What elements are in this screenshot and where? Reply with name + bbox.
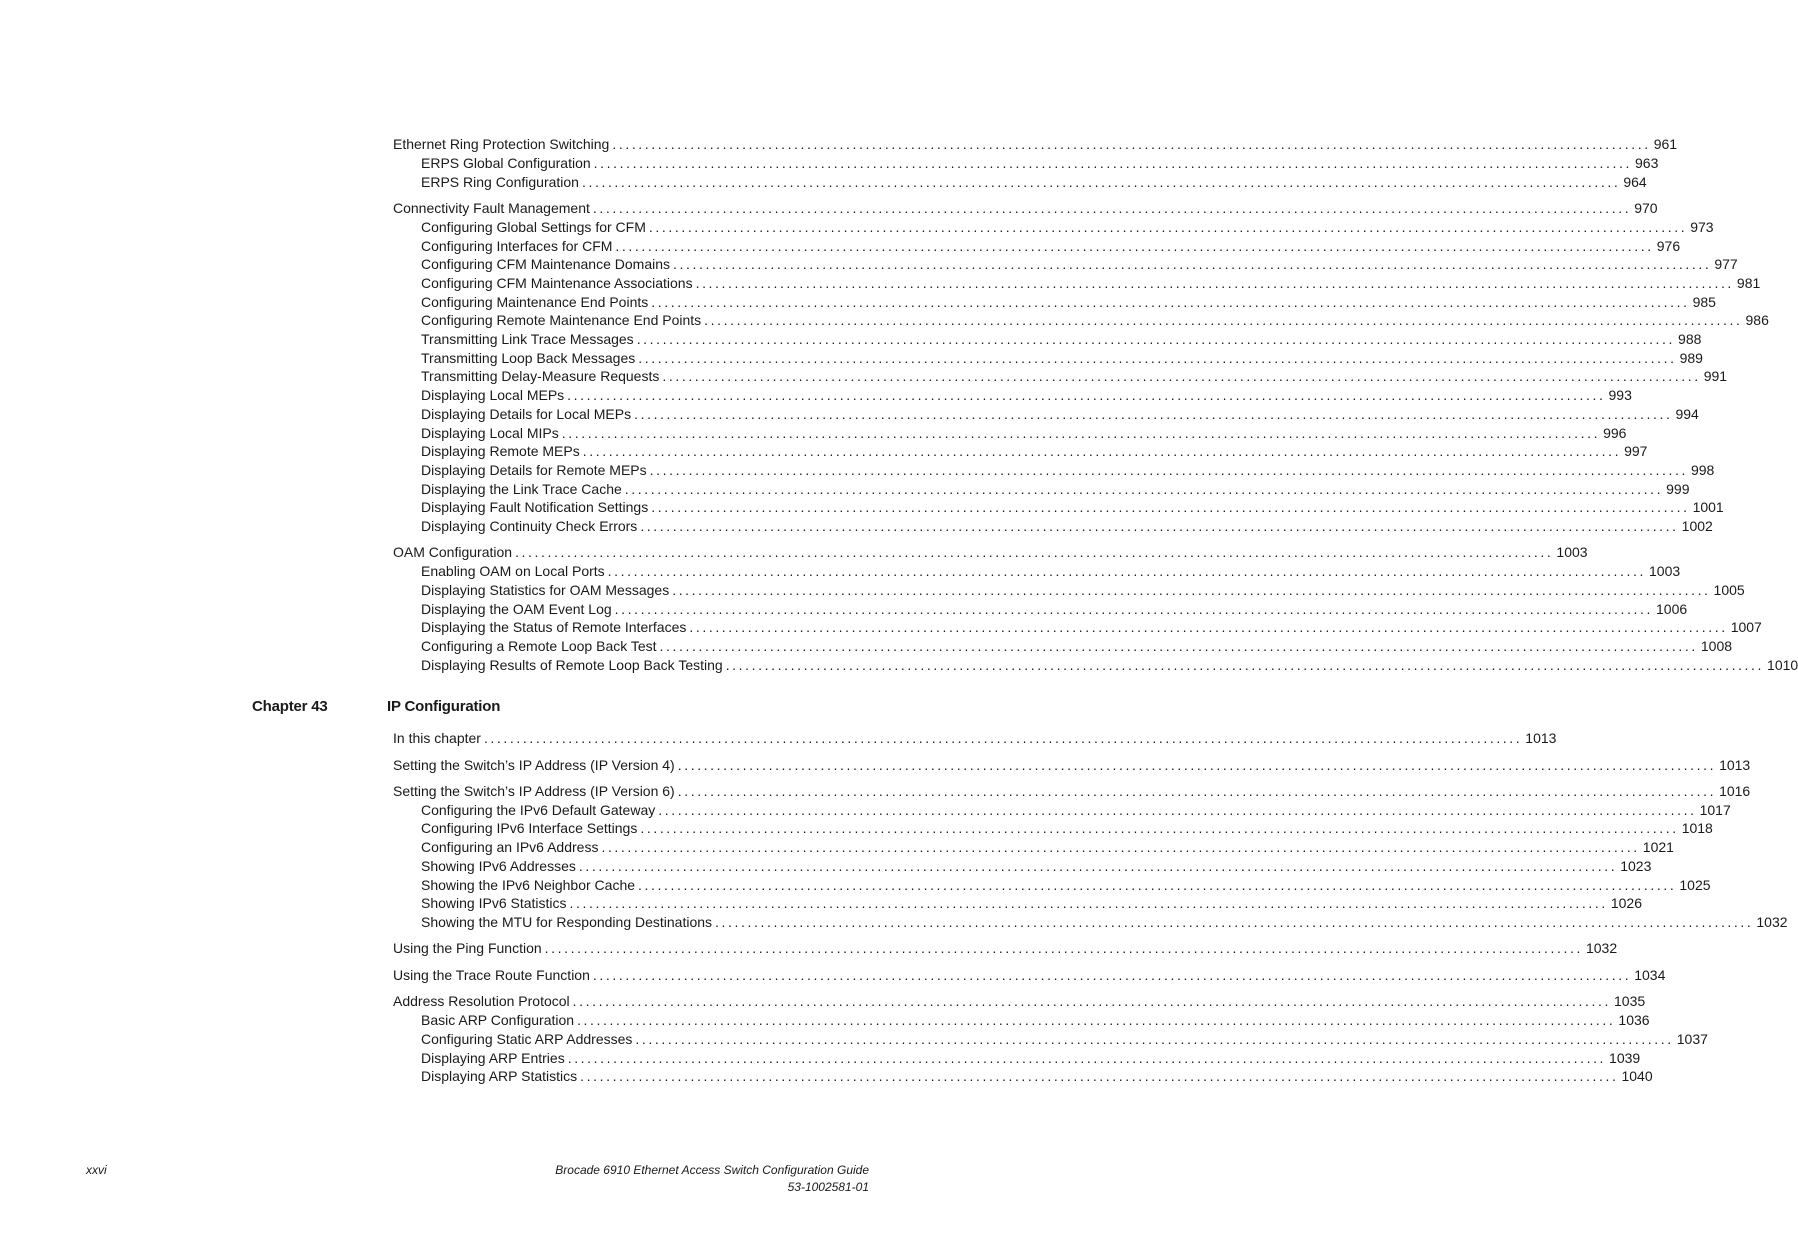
dot-leader: ................................................................................................................................................................ <box>612 136 1651 152</box>
toc-entry-page-number: 997 <box>1624 443 1648 459</box>
toc-subsection-entry[interactable] <box>421 656 1798 674</box>
toc-entry-title: Displaying the Link Trace Cache <box>421 481 622 497</box>
dot-leader: ................................................................................................................................................................ <box>567 387 1606 403</box>
dot-leader: ................................................................................................................................................................ <box>725 657 1765 673</box>
toc-section-entry[interactable] <box>393 756 1751 774</box>
dot-leader: ................................................................................................................................................................ <box>640 518 1679 534</box>
toc-entry-page-number: 1001 <box>1692 499 1724 515</box>
dot-leader: ................................................................................................................................................................ <box>638 877 1677 893</box>
toc-entry-title: Setting the Switch’s IP Address (IP Version 4) <box>393 757 675 773</box>
toc-section-entry[interactable] <box>393 543 1588 561</box>
toc-entry-title: Basic ARP Configuration <box>421 1012 575 1028</box>
toc-entry-title: Displaying ARP Entries <box>421 1050 565 1066</box>
dot-leader: ................................................................................................................................................................ <box>483 730 1523 746</box>
toc-entry-title: Configuring Remote Maintenance End Points <box>421 312 702 328</box>
toc-section-entry[interactable] <box>393 135 1678 153</box>
toc-entry-title: Transmitting Link Trace Messages <box>421 331 634 347</box>
toc-entry-page-number: 1032 <box>1756 914 1788 930</box>
toc-subsection-entry[interactable] <box>421 1011 1650 1029</box>
toc-entry-title: Displaying ARP Statistics <box>421 1068 578 1084</box>
toc-entry-page-number: 1007 <box>1730 619 1762 635</box>
dot-leader: ................................................................................................................................................................ <box>648 219 1688 235</box>
toc-section-entry[interactable] <box>393 966 1666 984</box>
toc-entry-page-number: 1017 <box>1699 802 1731 818</box>
toc-entry-page-number: 1039 <box>1609 1050 1641 1066</box>
toc-entry-title: Connectivity Fault Management <box>393 200 590 216</box>
toc-entry-page-number: 1013 <box>1719 757 1751 773</box>
toc-entry-title: Displaying Local MIPs <box>421 425 559 441</box>
dot-leader: ................................................................................................................................................................ <box>651 499 1690 515</box>
dot-leader: ................................................................................................................................................................ <box>634 406 1673 422</box>
toc-entry-title: Showing the IPv6 Neighbor Cache <box>421 877 636 893</box>
dot-leader: ................................................................................................................................................................ <box>592 200 1632 216</box>
toc-entry-title: Ethernet Ring Protection Switching <box>393 136 610 152</box>
toc-subsection-entry[interactable] <box>421 274 1761 292</box>
chapter-title: IP Configuration <box>387 698 501 715</box>
dot-leader: ................................................................................................................................................................ <box>581 174 1621 190</box>
toc-subsection-entry[interactable] <box>421 349 1703 367</box>
toc-entry-title: In this chapter <box>393 730 481 746</box>
toc-subsection-entry[interactable] <box>421 498 1724 516</box>
toc-entry-title: Displaying Fault Notification Settings <box>421 499 649 515</box>
toc-subsection-entry[interactable] <box>421 424 1627 442</box>
toc-section-entry[interactable] <box>393 729 1557 747</box>
footer-page-number: xxvi <box>86 1163 107 1177</box>
toc-entry-title: Transmitting Delay-Measure Requests <box>421 368 660 384</box>
toc-subsection-entry[interactable] <box>421 581 1745 599</box>
toc-subsection-entry[interactable] <box>421 600 1688 618</box>
toc-entry-page-number: 1026 <box>1610 895 1643 911</box>
toc-entry-page-number: 1003 <box>1649 563 1681 579</box>
dot-leader: ................................................................................................................................................................ <box>672 582 1711 598</box>
toc-subsection-entry[interactable] <box>421 517 1713 535</box>
dot-leader: ................................................................................................................................................................ <box>624 481 1664 497</box>
toc-entry-page-number: 977 <box>1714 256 1738 272</box>
dot-leader: ................................................................................................................................................................ <box>715 914 1754 930</box>
toc-entry-title: Showing the MTU for Responding Destinations <box>421 914 713 930</box>
toc-entry-title: Showing IPv6 Addresses <box>421 858 576 874</box>
toc-subsection-entry[interactable] <box>421 838 1674 856</box>
toc-subsection-entry[interactable] <box>421 461 1715 479</box>
toc-subsection-entry[interactable] <box>421 386 1632 404</box>
toc-subsection-entry[interactable] <box>421 405 1699 423</box>
dot-leader: ................................................................................................................................................................ <box>515 544 1554 560</box>
dot-leader: ................................................................................................................................................................ <box>567 1050 1607 1066</box>
toc-entry-page-number: 1008 <box>1700 638 1733 654</box>
toc-entry-title: Displaying Details for Local MEPs <box>421 406 632 422</box>
toc-entry-title: Displaying Continuity Check Errors <box>421 518 638 534</box>
toc-section-entry[interactable] <box>393 992 1646 1010</box>
toc-entry-title: Configuring CFM Maintenance Associations <box>421 275 693 291</box>
toc-subsection-entry[interactable] <box>421 913 1788 931</box>
toc-entry-page-number: 981 <box>1736 275 1761 291</box>
dot-leader: ................................................................................................................................................................ <box>640 820 1679 836</box>
toc-entry-page-number: 1035 <box>1614 993 1646 1009</box>
toc-entry-page-number: 996 <box>1603 425 1627 441</box>
toc-entry-page-number: 1010 <box>1767 657 1798 673</box>
toc-subsection-entry[interactable] <box>421 442 1648 460</box>
toc-entry-page-number: 1003 <box>1556 544 1588 560</box>
toc-section-entry[interactable] <box>393 199 1658 217</box>
toc-subsection-entry[interactable] <box>421 819 1713 837</box>
toc-subsection-entry[interactable] <box>421 330 1702 348</box>
toc-entry-page-number: 1036 <box>1618 1012 1650 1028</box>
dot-leader: ................................................................................................................................................................ <box>569 895 1608 911</box>
toc-entry-page-number: 1023 <box>1620 858 1652 874</box>
dot-leader: ................................................................................................................................................................ <box>582 443 1622 459</box>
toc-entry-title: Displaying Local MEPs <box>421 387 565 403</box>
toc-entry-page-number: 991 <box>1703 368 1728 384</box>
toc-entry-page-number: 985 <box>1692 294 1716 310</box>
toc-entry-title: ERPS Ring Configuration <box>421 174 579 190</box>
dot-leader: ................................................................................................................................................................ <box>577 1012 1616 1028</box>
toc-entry-page-number: 1032 <box>1585 940 1618 956</box>
toc-entry-page-number: 986 <box>1745 312 1769 328</box>
dot-leader: ................................................................................................................................................................ <box>704 312 1743 328</box>
dot-leader: ................................................................................................................................................................ <box>601 839 1640 855</box>
toc-entry-title: Configuring IPv6 Interface Settings <box>421 820 638 836</box>
toc-entry-title: Displaying Remote MEPs <box>421 443 580 459</box>
dot-leader: ................................................................................................................................................................ <box>659 638 1698 654</box>
toc-entry-title: Transmitting Loop Back Messages <box>421 350 636 366</box>
toc-subsection-entry[interactable] <box>421 876 1711 894</box>
toc-entry-page-number: 976 <box>1656 238 1681 254</box>
toc-subsection-entry[interactable] <box>421 173 1647 191</box>
toc-entry-page-number: 999 <box>1666 481 1690 497</box>
toc-entry-page-number: 973 <box>1690 219 1714 235</box>
dot-leader: ................................................................................................................................................................ <box>544 940 1583 956</box>
toc-entry-page-number: 961 <box>1653 136 1678 152</box>
dot-leader: ................................................................................................................................................................ <box>658 802 1697 818</box>
toc-entry-page-number: 1037 <box>1676 1031 1708 1047</box>
toc-entry-title: Configuring Maintenance End Points <box>421 294 649 310</box>
toc-subsection-entry[interactable] <box>421 618 1762 636</box>
toc-subsection-entry[interactable] <box>421 154 1659 172</box>
dot-leader: ................................................................................................................................................................ <box>677 757 1717 773</box>
toc-entry-page-number: 970 <box>1634 200 1658 216</box>
toc-entry-title: Displaying Statistics for OAM Messages <box>421 582 670 598</box>
toc-entry-page-number: 963 <box>1635 155 1659 171</box>
dot-leader: ................................................................................................................................................................ <box>673 256 1712 272</box>
toc-entry-title: Setting the Switch’s IP Address (IP Version 6) <box>393 783 675 799</box>
toc-subsection-entry[interactable] <box>421 1067 1653 1085</box>
toc-entry-page-number: 988 <box>1678 331 1702 347</box>
toc-entry-page-number: 1013 <box>1525 730 1557 746</box>
toc-subsection-entry[interactable] <box>421 293 1716 311</box>
toc-entry-title: Configuring an IPv6 Address <box>421 839 599 855</box>
dot-leader: ................................................................................................................................................................ <box>578 858 1618 874</box>
toc-entry-title: Displaying the Status of Remote Interfaces <box>421 619 687 635</box>
footer-document-number: 53-1002581-01 <box>787 1180 869 1194</box>
toc-subsection-entry[interactable] <box>421 367 1728 385</box>
toc-entry-title: Using the Trace Route Function <box>393 967 590 983</box>
toc-entry-title: Configuring Global Settings for CFM <box>421 219 646 235</box>
dot-leader: ................................................................................................................................................................ <box>614 601 1653 617</box>
toc-subsection-entry[interactable] <box>421 857 1652 875</box>
dot-leader: ................................................................................................................................................................ <box>572 993 1611 1009</box>
toc-subsection-entry[interactable] <box>421 218 1714 236</box>
footer-document-title: Brocade 6910 Ethernet Access Switch Configuration Guide <box>555 1163 869 1177</box>
dot-leader: ................................................................................................................................................................ <box>649 462 1688 478</box>
dot-leader: ................................................................................................................................................................ <box>677 783 1717 799</box>
toc-entry-page-number: 989 <box>1679 350 1703 366</box>
toc-entry-title: Configuring a Remote Loop Back Test <box>421 638 657 654</box>
toc-entry-page-number: 1002 <box>1681 518 1713 534</box>
toc-entry-page-number: 1040 <box>1621 1068 1653 1084</box>
dot-leader: ................................................................................................................................................................ <box>662 368 1701 384</box>
toc-entry-title: Displaying Results of Remote Loop Back Testing <box>421 657 723 673</box>
toc-subsection-entry[interactable] <box>421 894 1643 912</box>
toc-entry-title: Address Resolution Protocol <box>393 993 570 1009</box>
dot-leader: ................................................................................................................................................................ <box>593 155 1632 171</box>
toc-subsection-entry[interactable] <box>421 480 1690 498</box>
toc-entry-page-number: 1005 <box>1713 582 1745 598</box>
toc-entry-page-number: 998 <box>1690 462 1715 478</box>
dot-leader: ................................................................................................................................................................ <box>636 331 1676 347</box>
toc-entry-page-number: 1025 <box>1679 877 1711 893</box>
toc-subsection-entry[interactable] <box>421 562 1681 580</box>
toc-subsection-entry[interactable] <box>421 1049 1641 1067</box>
dot-leader: ................................................................................................................................................................ <box>580 1068 1619 1084</box>
toc-section-entry[interactable] <box>393 939 1618 957</box>
toc-entry-title: Configuring Interfaces for CFM <box>421 238 613 254</box>
toc-entry-title: Configuring Static ARP Addresses <box>421 1031 633 1047</box>
dot-leader: ................................................................................................................................................................ <box>695 275 1734 291</box>
dot-leader: ................................................................................................................................................................ <box>607 563 1646 579</box>
toc-entry-page-number: 993 <box>1608 387 1632 403</box>
toc-entry-title: Enabling OAM on Local Ports <box>421 563 605 579</box>
dot-leader: ................................................................................................................................................................ <box>689 619 1728 635</box>
chapter-label: Chapter 43 <box>252 698 328 715</box>
dot-leader: ................................................................................................................................................................ <box>651 294 1690 310</box>
toc-entry-title: Configuring the IPv6 Default Gateway <box>421 802 656 818</box>
dot-leader: ................................................................................................................................................................ <box>635 1031 1674 1047</box>
dot-leader: ................................................................................................................................................................ <box>561 425 1601 441</box>
toc-entry-page-number: 994 <box>1675 406 1699 422</box>
toc-entry-title: Displaying the OAM Event Log <box>421 601 612 617</box>
toc-subsection-entry[interactable] <box>421 637 1733 655</box>
toc-subsection-entry[interactable] <box>421 237 1681 255</box>
toc-entry-page-number: 1016 <box>1719 783 1751 799</box>
toc-subsection-entry[interactable] <box>421 801 1731 819</box>
toc-entry-page-number: 1006 <box>1656 601 1688 617</box>
toc-subsection-entry[interactable] <box>421 1030 1708 1048</box>
toc-entry-page-number: 1034 <box>1634 967 1666 983</box>
toc-entry-title: Displaying Details for Remote MEPs <box>421 462 647 478</box>
dot-leader: ................................................................................................................................................................ <box>638 350 1677 366</box>
toc-entry-title: ERPS Global Configuration <box>421 155 591 171</box>
dot-leader: ................................................................................................................................................................ <box>592 967 1632 983</box>
toc-entry-page-number: 1018 <box>1681 820 1713 836</box>
toc-entry-page-number: 964 <box>1623 174 1647 190</box>
toc-entry-title: Using the Ping Function <box>393 940 542 956</box>
toc-entry-title: OAM Configuration <box>393 544 513 560</box>
toc-entry-page-number: 1021 <box>1642 839 1674 855</box>
toc-subsection-entry[interactable] <box>421 255 1738 273</box>
toc-section-entry[interactable] <box>393 782 1751 800</box>
dot-leader: ................................................................................................................................................................ <box>615 238 1654 254</box>
toc-entry-title: Configuring CFM Maintenance Domains <box>421 256 670 272</box>
toc-entry-title: Showing IPv6 Statistics <box>421 895 567 911</box>
toc-subsection-entry[interactable] <box>421 311 1769 329</box>
